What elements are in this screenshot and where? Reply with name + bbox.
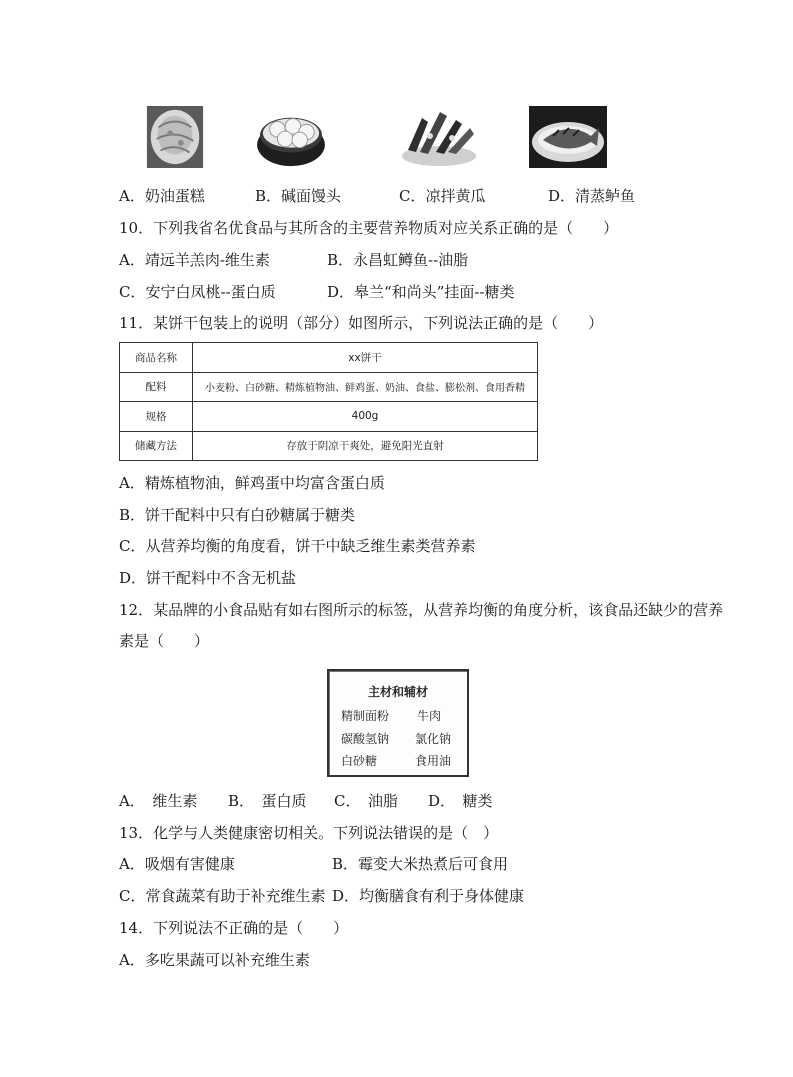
- q12-stem-line1: 12．某品牌的小食品贴有如右图所示的标签，从营养均衡的角度分析，该食品还缺少的营养: [119, 601, 724, 619]
- q12-option-d: D． 糖类: [428, 792, 493, 810]
- ingredient-label-title: 主材和辅材: [367, 685, 428, 699]
- q11-option-b: B．饼干配料中只有白砂糖属于糖类: [119, 506, 356, 524]
- q12-option-c: C． 油脂: [334, 792, 398, 810]
- q13-option-b: B．霉变大米热煮后可食用: [332, 855, 509, 873]
- table-key: 规格: [120, 402, 193, 432]
- table-value: 小麦粉、白砂糖、精炼植物油、鲜鸡蛋、奶油、食盐、膨松剂、食用香精: [193, 372, 538, 402]
- table-key: 储藏方法: [120, 431, 193, 461]
- table-row: [120, 372, 538, 402]
- q13-stem: 13．化学与人类健康密切相关。下列说法错误的是（ ）: [119, 824, 499, 842]
- q12-option-a: A． 维生素: [119, 792, 198, 810]
- ingredient-item: 精制面粉: [341, 709, 390, 723]
- cucumber-salad-image: [400, 106, 478, 168]
- q12-stem-line2: 素是（ ）: [119, 632, 210, 650]
- q12-option-b: B． 蛋白质: [228, 792, 307, 810]
- steamed-buns-image: [255, 106, 327, 168]
- q9-option-a: A．奶油蛋糕: [119, 187, 205, 205]
- ingredient-item: 氯化钠: [415, 732, 452, 746]
- table-row: [120, 343, 538, 373]
- ingredient-item: 碳酸氢钠: [341, 732, 390, 746]
- q10-option-b: B．永昌虹鳟鱼--油脂: [327, 251, 469, 269]
- q11-stem: 11．某饼干包装上的说明（部分）如图所示，下列说法正确的是（ ）: [119, 314, 604, 332]
- q9-option-c: C．凉拌黄瓜: [399, 187, 486, 205]
- ingredient-item: 白砂糖: [341, 754, 378, 768]
- q9-option-d: D．清蒸鲈鱼: [548, 187, 636, 205]
- biscuit-info-table: [119, 342, 538, 461]
- q9-option-b: B．碱面馒头: [255, 187, 342, 205]
- table-value: 存放于阴凉干爽处，避免阳光直射: [193, 431, 538, 461]
- q10-option-c: C．安宁白凤桃--蛋白质: [119, 283, 276, 301]
- q13-option-d: D．均衡膳食有利于身体健康: [332, 887, 525, 905]
- ingredient-item: 牛肉: [417, 709, 442, 723]
- table-value: 400g: [193, 402, 538, 432]
- table-key: 配料: [120, 372, 193, 402]
- q11-option-c: C．从营养均衡的角度看，饼干中缺乏维生素类营养素: [119, 537, 476, 555]
- table-row: [120, 431, 538, 461]
- ingredient-item: 食用油: [415, 754, 452, 768]
- q11-option-a: A．精炼植物油，鲜鸡蛋中均富含蛋白质: [119, 474, 385, 492]
- table-key: 商品名称: [120, 343, 193, 373]
- q14-option-a: A．多吃果蔬可以补充维生素: [119, 951, 310, 969]
- q11-option-d: D．饼干配料中不含无机盐: [119, 569, 297, 587]
- q13-option-c: C．常食蔬菜有助于补充维生素: [119, 887, 326, 905]
- steamed-fish-image: [529, 106, 607, 168]
- q10-option-d: D．皋兰“和尚头”挂面--糖类: [327, 283, 515, 301]
- q13-option-a: A．吸烟有害健康: [119, 855, 235, 873]
- ingredient-label: [327, 669, 469, 777]
- q10-option-a: A．靖远羊羔肉-维生素: [119, 251, 270, 269]
- cake-image: [146, 106, 204, 168]
- q14-stem: 14．下列说法不正确的是（ ）: [119, 919, 349, 937]
- q10-stem: 10．下列我省名优食品与其所含的主要营养物质对应关系正确的是（ ）: [119, 219, 619, 237]
- table-row: [120, 402, 538, 432]
- table-value: xx饼干: [193, 343, 538, 373]
